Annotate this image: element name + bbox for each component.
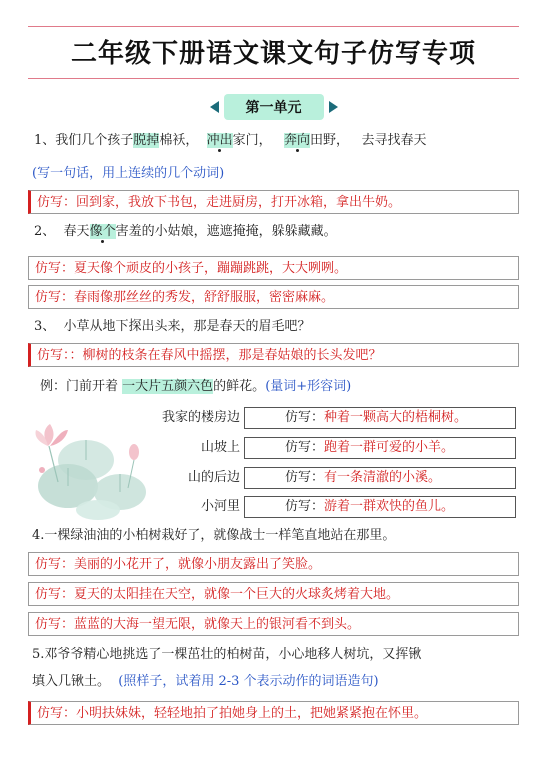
sentence-1: 1、我们几个孩子脱掉棉袄， 冲出家门， 奔向田野， 去寻找春天 xyxy=(34,133,427,148)
unit-heading xyxy=(0,94,547,120)
answer-box: 仿写：回到家，我放下书包，走进厨房，打开冰箱，拿出牛奶。 xyxy=(28,190,519,214)
title-rule xyxy=(28,78,519,79)
answer-box: 仿写：跑着一群可爱的小羊。 xyxy=(244,437,516,459)
answer-box: 仿写：春雨像那丝丝的秀发，舒舒服服，密密麻麻。 xyxy=(28,285,519,309)
answer-box: 仿写：美丽的小花开了，就像小朋友露出了笑脸。 xyxy=(28,552,519,576)
answer-box: 仿写：有一条清澈的小溪。 xyxy=(244,467,516,489)
sentence-3: 3、 小草从地下探出头来，那是春天的眉毛吧？ xyxy=(34,319,311,334)
answer-box: 仿写：：柳树的枝条在春风中摇摆，那是春姑娘的长头发吧？ xyxy=(28,343,519,367)
simile-highlight: 像个 xyxy=(89,224,116,239)
sentence-4: 4.一棵绿油油的小柏树栽好了，就像战士一样笔直地站在那里。 xyxy=(32,528,396,543)
answer-box: 仿写：小明扶妹妹，轻轻地拍了拍她身上的土，把她紧紧抱在怀里。 xyxy=(28,701,519,725)
lotus-illustration xyxy=(28,412,158,522)
unit-badge xyxy=(224,94,324,120)
place-label: 小河里 xyxy=(200,499,240,514)
left-arrow-icon xyxy=(210,101,219,113)
sentence-5-line-2: 填入几锹土。 (照样子，试着用 2-3 个表示动作的词语造句) xyxy=(32,674,379,689)
answer-box: 仿写：夏天的太阳挂在天空，就像一个巨大的火球炙烤着大地。 xyxy=(28,582,519,606)
answer-box: 仿写：夏天像个顽皮的小孩子，蹦蹦跳跳，大大咧咧。 xyxy=(28,256,519,280)
right-arrow-icon xyxy=(329,101,338,113)
sentence-1-hint: (写一句话，用上连续的几个动词) xyxy=(32,166,225,181)
verb-highlight: 冲出 xyxy=(206,133,233,148)
page-title: 二年级下册语文课文句子仿写专项 xyxy=(70,39,476,69)
measure-word-highlight: 一大片五颜六色 xyxy=(122,379,214,394)
answer-box: 仿写：游着一群欢快的鱼儿。 xyxy=(244,496,516,518)
place-label: 我家的楼房边 xyxy=(161,410,240,425)
unit-label: 第一单元 xyxy=(245,100,302,116)
place-label: 山坡上 xyxy=(200,440,240,455)
sentence-2: 2、 春天像个害羞的小姑娘，遮遮掩掩，躲躲藏藏。 xyxy=(34,224,337,239)
answer-box: 仿写：种着一颗高大的梧桐树。 xyxy=(244,407,516,429)
sentence-5-line-1: 5.邓爷爷精心地挑选了一棵茁壮的柏树苗，小心地移人树坑，又挥锹 xyxy=(32,647,422,662)
verb-highlight: 脱掉 xyxy=(133,133,160,148)
answer-box: 仿写：蓝蓝的大海一望无限，就像天上的银河看不到头。 xyxy=(28,612,519,636)
place-label: 山的后边 xyxy=(187,470,240,485)
verb-highlight: 奔向 xyxy=(284,133,311,148)
example-sentence: 例：门前开着 一大片五颜六色的鲜花。(量词+形容词) xyxy=(40,379,352,394)
top-rule xyxy=(28,26,519,27)
